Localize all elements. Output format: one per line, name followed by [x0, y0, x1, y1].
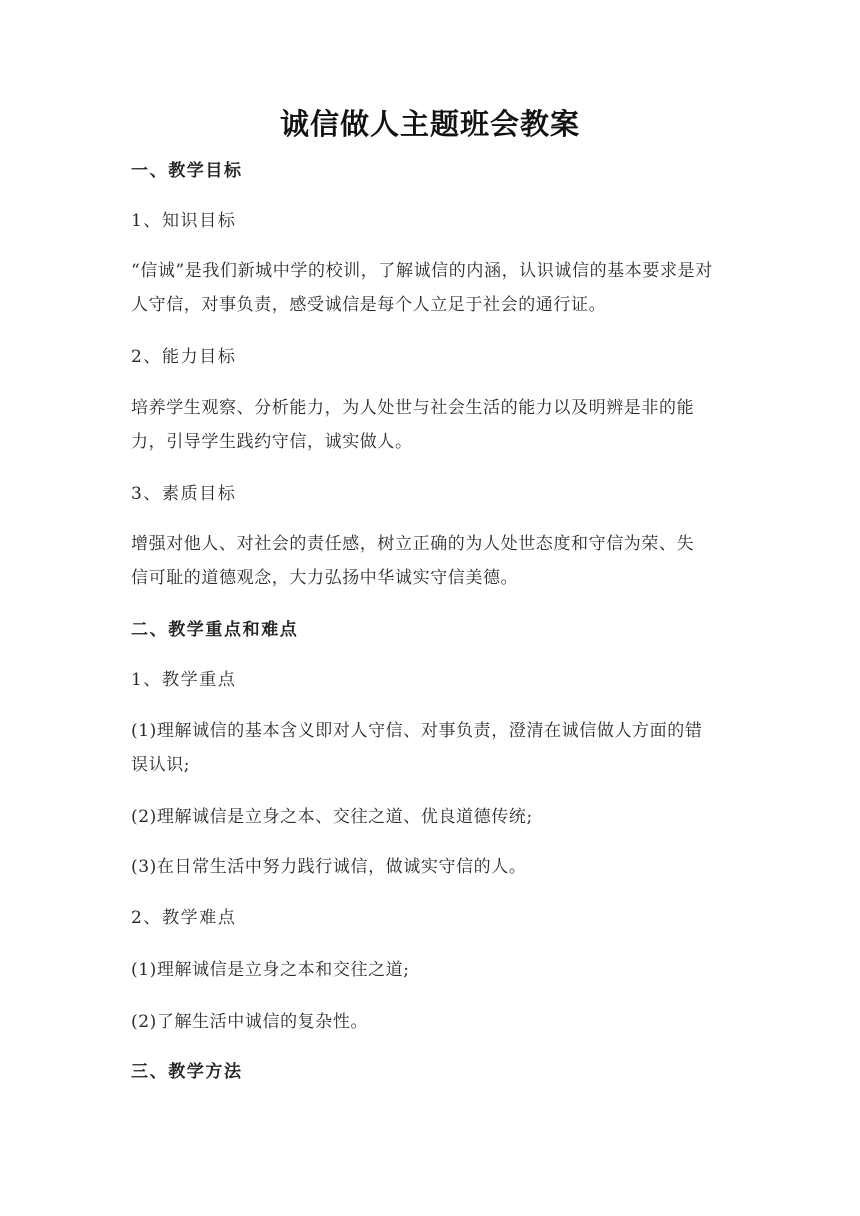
- paragraph-knowledge-line-2: 人守信，对事负责，感受诚信是每个人立足于社会的通行证。: [131, 295, 607, 315]
- paragraph-ability-line-1: 培养学生观察、分析能力，为人处世与社会生活的能力以及明辨是非的能: [131, 398, 695, 418]
- section-heading-key-points: 二、教学重点和难点: [131, 620, 299, 640]
- section-heading-methods: 三、教学方法: [131, 1062, 243, 1082]
- subheading-teaching-difficulty: 2、教学难点: [131, 908, 237, 928]
- list-item-focus-2: (2)理解诚信是立身之本、交往之道、优良道德传统;: [131, 807, 533, 827]
- list-item-focus-3: (3)在日常生活中努力践行诚信，做诚实守信的人。: [131, 857, 527, 877]
- subheading-knowledge-goal: 1、知识目标: [131, 211, 237, 231]
- document-title: 诚信做人主题班会教案: [279, 107, 580, 141]
- paragraph-quality-line-2: 信可耻的道德观念，大力弘扬中华诚实守信美德。: [131, 568, 519, 588]
- paragraph-knowledge-line-1: “信诚”是我们新城中学的校训，了解诚信的内涵，认识诚信的基本要求是对: [131, 261, 713, 281]
- section-heading-goals: 一、教学目标: [131, 161, 243, 181]
- paragraph-quality-line-1: 增强对他人、对社会的责任感，树立正确的为人处世态度和守信为荣、失: [131, 534, 695, 554]
- list-item-focus-1-line-2: 误认识;: [131, 755, 191, 775]
- subheading-quality-goal: 3、素质目标: [131, 484, 237, 504]
- list-item-difficulty-1: (1)理解诚信是立身之本和交往之道;: [131, 960, 410, 980]
- list-item-difficulty-2: (2)了解生活中诚信的复杂性。: [131, 1012, 369, 1032]
- paragraph-ability-line-2: 力，引导学生践约守信，诚实做人。: [131, 432, 413, 452]
- subheading-ability-goal: 2、能力目标: [131, 347, 237, 367]
- subheading-teaching-focus: 1、教学重点: [131, 670, 237, 690]
- list-item-focus-1-line-1: (1)理解诚信的基本含义即对人守信、对事负责，澄清在诚信做人方面的错: [131, 721, 703, 741]
